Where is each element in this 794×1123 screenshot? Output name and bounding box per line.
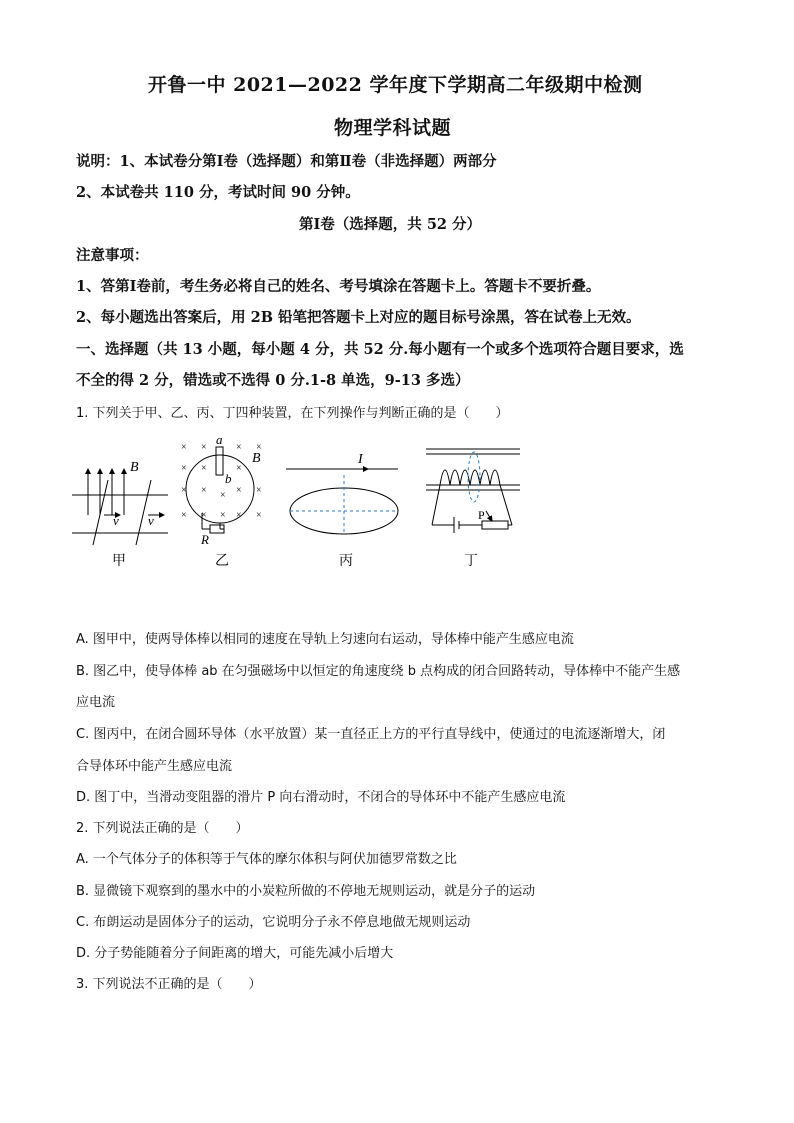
part-heading-line-2: 不全的得 2 分，错选或不选得 0 分.1-8 单选，9-13 多选）: [76, 372, 470, 389]
figure-jia-label: 甲: [112, 554, 126, 569]
svg-text:×: ×: [181, 485, 187, 496]
svg-text:×: ×: [256, 510, 262, 521]
svg-text:×: ×: [181, 442, 187, 453]
svg-text:×: ×: [236, 510, 242, 521]
svg-text:×: ×: [236, 485, 242, 496]
question-2-option-c: C. 布朗运动是固体分子的运动，它说明分子永不停息地做无规则运动: [76, 915, 471, 930]
figure-bing-I-label: I: [358, 452, 363, 467]
svg-text:×: ×: [236, 442, 242, 453]
figure-ding-P-label: P: [478, 508, 485, 522]
exam-subtitle: 物理学科试题: [334, 117, 452, 139]
section-title: 第Ⅰ卷（选择题，共 52 分）: [299, 216, 482, 233]
question-2-stem: 2. 下列说法正确的是（ ）: [76, 821, 249, 836]
question-1-option-c-line-1: C. 图丙中，在闭合圆环导体（水平放置）某一直径正上方的平行直导线中，使通过的电流逐渐增大，闭: [76, 727, 666, 742]
figure-ding: [426, 449, 520, 533]
question-1-option-d: D. 图丁中，当滑动变阻器的滑片 P 向右滑动时，不闭合的导体环中不能产生感应电流: [76, 790, 566, 805]
svg-text:×: ×: [201, 510, 207, 521]
svg-text:×: ×: [201, 463, 207, 474]
question-1-figure: [68, 435, 528, 570]
question-2-option-a: A. 一个气体分子的体积等于气体的摩尔体积与阿伏加德罗常数之比: [76, 852, 457, 867]
figure-bing: [286, 469, 398, 535]
figure-yi-R-label: R: [201, 532, 209, 547]
question-1-option-b-line-1: B. 图乙中，使导体棒 ab 在匀强磁场中以恒定的角速度绕 b 点构成的闭合回路转动，导体棒中不能产生感: [76, 664, 681, 679]
figure-yi-label: 乙: [215, 554, 229, 569]
attention-item-2: 2、每小题选出答案后，用 2B 铅笔把答题卡上对应的题目标号涂黑，答在试卷上无效。: [76, 309, 641, 326]
figure-jia: [72, 469, 168, 545]
note-line-1: 说明：1、本试卷分第Ⅰ卷（选择题）和第Ⅱ卷（非选择题）两部分: [76, 153, 497, 170]
svg-text:×: ×: [201, 442, 207, 453]
svg-text:×: ×: [201, 485, 207, 496]
svg-text:×: ×: [220, 510, 226, 521]
figure-jia-B-label: B: [130, 460, 139, 475]
svg-text:×: ×: [181, 510, 187, 521]
svg-text:×: ×: [236, 463, 242, 474]
figure-yi-B-label: B: [252, 451, 261, 466]
question-3-stem: 3. 下列说法不正确的是（ ）: [76, 977, 262, 992]
question-1-option-a: A. 图甲中，使两导体棒以相同的速度在导轨上匀速向右运动，导体棒中能产生感应电流: [76, 632, 574, 647]
question-2-option-d: D. 分子势能随着分子间距离的增大，可能先减小后增大: [76, 946, 394, 961]
svg-text:×: ×: [256, 442, 262, 453]
figure-yi-b-label: b: [225, 471, 232, 486]
attention-heading: 注意事项：: [76, 247, 149, 264]
svg-text:×: ×: [220, 490, 226, 501]
figure-yi-a-label: a: [216, 435, 223, 447]
question-1-option-c-line-2: 合导体环中能产生感应电流: [76, 759, 233, 774]
attention-item-1: 1、答第Ⅰ卷前，考生务必将自己的姓名、考号填涂在答题卡上。答题卡不要折叠。: [76, 278, 601, 295]
svg-text:×: ×: [181, 463, 187, 474]
figure-jia-v1-label: v: [113, 513, 119, 528]
question-1-stem: 1. 下列关于甲、乙、丙、丁四种装置，在下列操作与判断正确的是（ ）: [76, 406, 509, 421]
note-line-2: 2、本试卷共 110 分，考试时间 90 分钟。: [76, 184, 360, 201]
figure-ding-label: 丁: [464, 554, 478, 569]
question-2-option-b: B. 显微镜下观察到的墨水中的小炭粒所做的不停地无规则运动，就是分子的运动: [76, 884, 536, 899]
figure-jia-v2-label: v: [148, 513, 154, 528]
svg-text:×: ×: [256, 485, 262, 496]
exam-title: 开鲁一中 2021—2022 学年度下学期高二年级期中检测: [148, 74, 643, 96]
question-1-option-b-line-2: 应电流: [76, 695, 116, 710]
figure-bing-label: 丙: [339, 554, 353, 569]
part-heading-line-1: 一、选择题（共 13 小题，每小题 4 分，共 52 分.每小题有一个或多个选项符合题目要求，选: [76, 341, 684, 358]
